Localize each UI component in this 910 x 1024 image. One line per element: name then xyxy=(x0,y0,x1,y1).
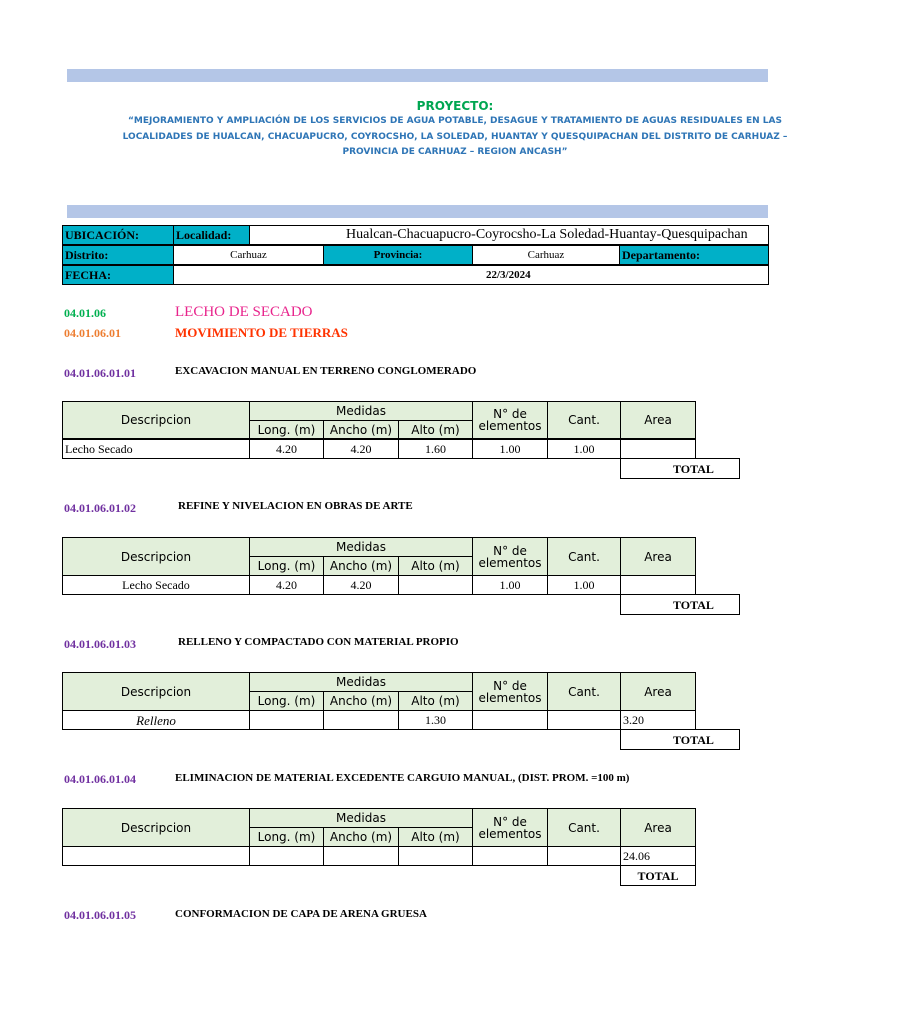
row-n-elementos xyxy=(472,710,548,730)
col-n-elementos-line2: elementos xyxy=(478,555,542,570)
row-cant: 1.00 xyxy=(547,575,621,595)
row-area: 3.20 xyxy=(620,710,696,730)
col-medidas: Medidas xyxy=(249,808,473,828)
localidad-value: Hualcan-Chacuapucro-Coyrocsho-La Soledad-Huantay-Quesquipachan xyxy=(249,225,769,245)
project-name-line-3: PROVINCIA DE CARHUAZ – REGION ANCASH” xyxy=(342,147,568,157)
total-label: TOTAL xyxy=(620,865,696,886)
row-alto xyxy=(398,575,473,595)
departamento-label: Departamento: xyxy=(619,245,769,265)
row-ancho: 4.20 xyxy=(323,439,399,459)
col-ancho: Ancho (m) xyxy=(323,691,399,711)
col-area: Area xyxy=(620,401,696,439)
col-medidas: Medidas xyxy=(249,537,473,557)
col-area: Area xyxy=(620,808,696,847)
row-long: 4.20 xyxy=(249,439,324,459)
col-n-elementos-line2: elementos xyxy=(478,690,542,705)
row-alto: 1.30 xyxy=(398,710,473,730)
col-alto: Alto (m) xyxy=(398,827,473,847)
col-n-elementos xyxy=(472,672,548,711)
col-n-elementos xyxy=(472,808,548,847)
row-n-elementos: 1.00 xyxy=(472,439,548,459)
col-medidas: Medidas xyxy=(249,401,473,421)
item-title: ELIMINACION DE MATERIAL EXCEDENTE CARGUIO MANUAL, (DIST. PROM. =100 m) xyxy=(175,772,630,784)
row-ancho: 4.20 xyxy=(323,575,399,595)
col-ancho: Ancho (m) xyxy=(323,827,399,847)
col-n-elementos-line1: N° de xyxy=(493,407,527,421)
total-label: TOTAL xyxy=(620,458,740,479)
col-n-elementos-line1: N° de xyxy=(493,814,527,829)
item-code: 04.01.06.01.03 xyxy=(64,637,136,651)
col-medidas: Medidas xyxy=(249,672,473,692)
provincia-label: Provincia: xyxy=(323,245,473,265)
row-ancho xyxy=(323,846,399,866)
total-label: TOTAL xyxy=(620,729,740,750)
col-alto: Alto (m) xyxy=(398,556,473,576)
row-alto: 1.60 xyxy=(398,439,473,459)
item-title: CONFORMACION DE CAPA DE ARENA GRUESA xyxy=(175,908,427,920)
item-code: 04.01.06.01.01 xyxy=(64,366,136,380)
row-alto xyxy=(398,846,473,866)
row-area xyxy=(620,439,696,459)
item-title: EXCAVACION MANUAL EN TERRENO CONGLOMERADO xyxy=(175,365,477,377)
col-descripcion: Descripcion xyxy=(62,808,250,847)
project-name-line-1: “MEJORAMIENTO Y AMPLIACIÓN DE LOS SERVICIOS DE AGUA POTABLE, DESAGUE Y TRATAMIENTO DE AGUAS RESIDUALES EN LAS xyxy=(128,116,782,126)
fecha-label: FECHA: xyxy=(62,265,174,285)
row-area xyxy=(620,575,696,595)
col-ancho: Ancho (m) xyxy=(323,556,399,576)
distrito-value: Carhuaz xyxy=(173,245,324,265)
provincia-value: Carhuaz xyxy=(472,245,620,265)
row-area: 24.06 xyxy=(620,846,696,866)
col-cant: Cant. xyxy=(547,672,621,711)
col-long: Long. (m) xyxy=(249,691,324,711)
row-long xyxy=(249,846,324,866)
subsection-code: 04.01.06.01 xyxy=(64,326,121,340)
subsection-title: MOVIMIENTO DE TIERRAS xyxy=(175,325,348,340)
col-n-elementos xyxy=(472,401,548,439)
row-n-elementos xyxy=(472,846,548,866)
col-long: Long. (m) xyxy=(249,556,324,576)
ubicacion-label: UBICACIÓN: xyxy=(62,225,174,245)
row-long: 4.20 xyxy=(249,575,324,595)
col-long: Long. (m) xyxy=(249,827,324,847)
distrito-label: Distrito: xyxy=(62,245,174,265)
project-title: PROYECTO: xyxy=(416,99,494,113)
item-code: 04.01.06.01.04 xyxy=(64,772,136,786)
item-code: 04.01.06.01.05 xyxy=(64,908,136,922)
col-ancho: Ancho (m) xyxy=(323,420,399,439)
row-descripcion: Lecho Secado xyxy=(62,575,250,595)
col-alto: Alto (m) xyxy=(398,691,473,711)
col-n-elementos-line2: elementos xyxy=(478,419,542,433)
row-ancho xyxy=(323,710,399,730)
localidad-label: Localidad: xyxy=(173,225,250,245)
section-code: 04.01.06 xyxy=(64,306,106,320)
col-cant: Cant. xyxy=(547,537,621,576)
section-title: LECHO DE SECADO xyxy=(175,304,313,320)
row-cant xyxy=(547,846,621,866)
col-n-elementos xyxy=(472,537,548,576)
col-long: Long. (m) xyxy=(249,420,324,439)
col-area: Area xyxy=(620,672,696,711)
col-cant: Cant. xyxy=(547,808,621,847)
col-descripcion: Descripcion xyxy=(62,537,250,576)
row-descripcion: Relleno xyxy=(62,710,250,730)
col-n-elementos-line2: elementos xyxy=(478,826,542,841)
col-n-elementos-line1: N° de xyxy=(493,678,527,693)
row-cant xyxy=(547,710,621,730)
item-title: RELLENO Y COMPACTADO CON MATERIAL PROPIO xyxy=(178,636,459,648)
row-long xyxy=(249,710,324,730)
fecha-value: 22/3/2024 xyxy=(173,265,769,285)
item-title: REFINE Y NIVELACION EN OBRAS DE ARTE xyxy=(178,500,413,512)
col-descripcion: Descripcion xyxy=(62,401,250,439)
col-alto: Alto (m) xyxy=(398,420,473,439)
col-descripcion: Descripcion xyxy=(62,672,250,711)
col-n-elementos-line1: N° de xyxy=(493,543,527,558)
row-n-elementos: 1.00 xyxy=(472,575,548,595)
total-label: TOTAL xyxy=(620,594,740,615)
item-code: 04.01.06.01.02 xyxy=(64,501,136,515)
row-cant: 1.00 xyxy=(547,439,621,459)
col-area: Area xyxy=(620,537,696,576)
col-cant: Cant. xyxy=(547,401,621,439)
row-descripcion: Lecho Secado xyxy=(62,439,250,459)
row-descripcion xyxy=(62,846,250,866)
project-name-line-2: LOCALIDADES DE HUALCAN, CHACUAPUCRO, COYROCSHO, LA SOLEDAD, HUANTAY Y QUESQUIPACHAN DEL DISTRITO DE CARHUAZ – xyxy=(122,132,788,142)
